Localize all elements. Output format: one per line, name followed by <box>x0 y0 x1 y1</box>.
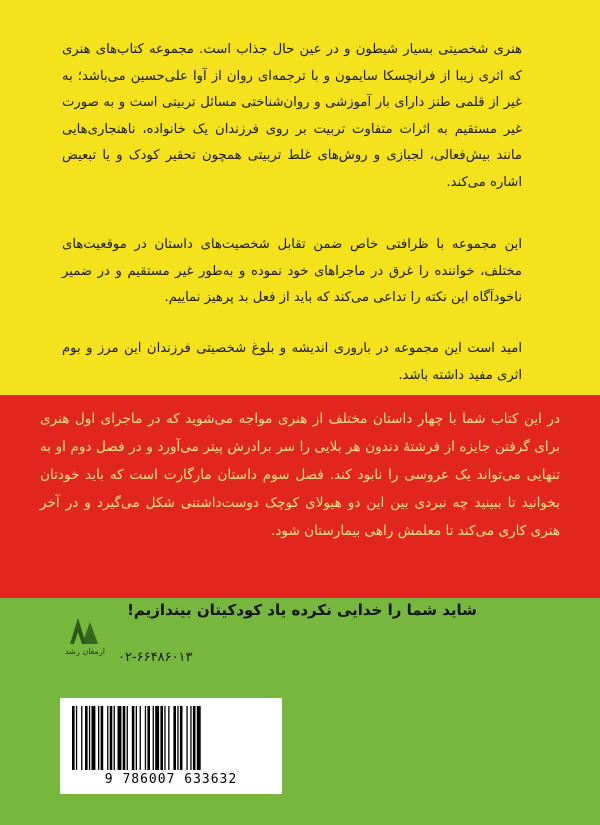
barcode-bars-icon <box>70 706 272 770</box>
barcode-bar <box>147 706 150 770</box>
publisher-phone: ۰۲-۶۶۴۸۶۰۱۳ <box>118 650 193 665</box>
barcode-bar <box>110 706 113 770</box>
isbn-number: 9 786007 633632 <box>104 772 238 787</box>
barcode-bar <box>72 706 75 770</box>
barcode-bar <box>197 706 201 770</box>
intro-paragraph-2: این مجموعه با ظرافتی خاص ضمن تقابل شخصیت‌های داستان در موقعیت‌های مختلف، خواننده را غرق در ماجراهای خود نموده و به‌طور غیر مستقیم و در ضمیر ناخودآگاه این نکته را تداعی می‌کند که باید از فعل بد پرهیز نماییم. <box>62 237 522 305</box>
barcode-bar <box>81 706 82 770</box>
slogan: شاید شما را خدایی نکرده یاد کودکیتان بیندازیم! <box>127 601 477 619</box>
barcode-bar <box>127 706 128 770</box>
barcode-bar <box>177 706 178 770</box>
barcode-bar <box>114 706 115 770</box>
barcode-bar <box>173 706 176 770</box>
publisher-name: ارمغان رشد <box>65 647 105 656</box>
barcode-bar <box>98 706 99 770</box>
barcode-bar <box>164 706 165 770</box>
intro-paragraph-1: هنری شخصیتی بسیار شیطون و در عین حال جذاب است. مجموعه کتاب‌های هنری که اثری زیبا از فرانچسکا سایمون و با ترجمه‌ای روان از آوا علی‌حسین می‌باشد؛ به غیر از قلمی طنز دارای بار آموزشی و روان‌شناختی مسائل تربیتی است و به صورت غیر مستقیم به اثرات متفاوت تربیت بر روی فرزندان یک خانواده، ناهنجاری‌هایی مانند بیش‌فعالی، لجبازی و روش‌های غلط تربیتی همچون تحقیر کودک و یا تبعیض اشاره می‌کند. <box>62 42 522 190</box>
barcode-bar <box>92 706 96 770</box>
barcode-bar <box>190 706 191 770</box>
summary-text: در این کتاب شما با چهار داستان مختلف از هنری مواجه می‌شوید که در ماجرای اول هنری برای گرفتن جایزه از فرشتهٔ دندون هر بلایی را سر برادرش پیتر می‌آورد و در فصل دوم او به تنهایی می‌تواند یک عروسی را نابود کند. فصل سوم داستان مارگارت است که باید خودتان بخوانید تا ببینید چه نبردی بین این دو هیولای کوچک دوست‌داشتنی شکل می‌گیرد و در آخر هنری کاری می‌کند تا معلمش راهی بیمارستان شود. <box>40 411 560 539</box>
barcode-bar <box>85 706 88 770</box>
barcode-bar <box>136 706 137 770</box>
barcode-bar <box>160 706 163 770</box>
barcode-bar <box>89 706 90 770</box>
intro-paragraph-3: امید است این مجموعه در باروری اندیشه و بلوغ شخصیتی فرزندان این مرز و بوم اثری مفید داشته باشد. <box>62 341 522 383</box>
barcode-bar <box>180 706 183 770</box>
barcode-bar <box>153 706 154 770</box>
barcode-bar <box>155 706 159 770</box>
barcode-bar <box>145 706 146 770</box>
barcode-bar <box>123 706 126 770</box>
barcode-bar <box>76 706 77 770</box>
barcode-bar <box>140 706 141 770</box>
publisher-logo-icon <box>64 614 104 648</box>
barcode-bar <box>118 706 122 770</box>
barcode-bar <box>186 706 187 770</box>
barcode-bar <box>168 706 169 770</box>
barcode-bar <box>132 706 135 770</box>
barcode-bar <box>107 706 108 770</box>
barcode-bar <box>193 706 196 770</box>
barcode-bar <box>101 706 104 770</box>
barcode <box>60 698 282 794</box>
